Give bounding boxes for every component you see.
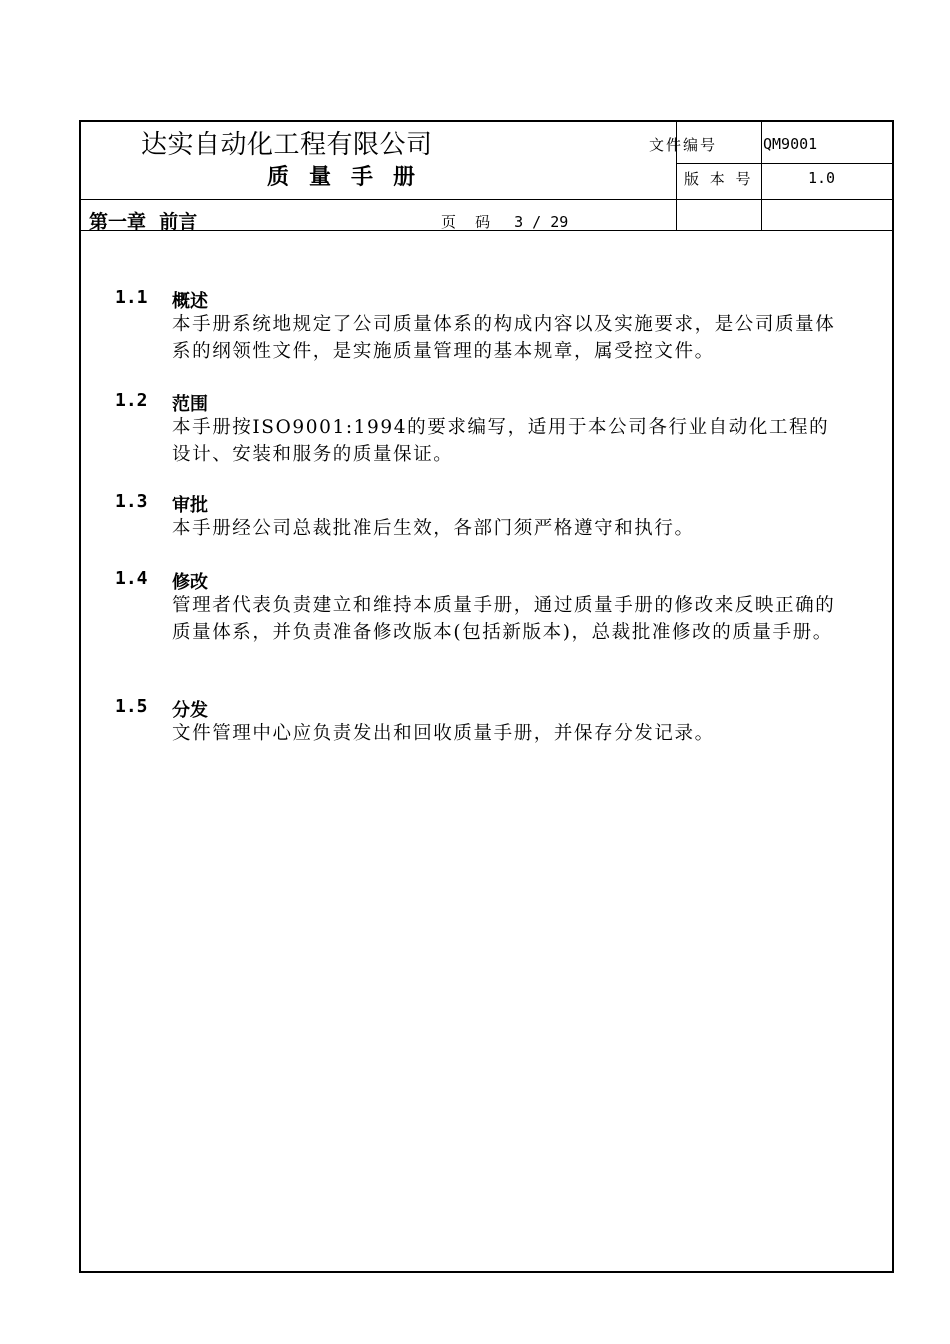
section-title: 范围	[172, 394, 208, 415]
manual-title: 质量手册	[267, 164, 436, 190]
section-number: 1.5	[115, 696, 148, 717]
section-body: 管理者代表负责建立和维持本质量手册，通过质量手册的修改来反映正确的质量体系，并负责准备修改版本(包括新版本)，总裁批准修改的质量手册。	[172, 595, 836, 643]
header-divider	[81, 199, 894, 200]
section-number: 1.2	[115, 390, 148, 411]
header-divider	[761, 122, 762, 230]
section-title: 修改	[172, 572, 208, 593]
section-title: 分发	[172, 700, 208, 721]
section-body: 文件管理中心应负责发出和回收质量手册，并保存分发记录。	[172, 723, 715, 744]
section-number: 1.3	[115, 491, 148, 512]
page-value: 3 / 29	[514, 213, 569, 231]
section-number: 1.4	[115, 568, 148, 589]
page-number	[441, 211, 568, 232]
version-value: 1.0	[808, 169, 836, 187]
section-body: 本手册经公司总裁批准后生效，各部门须严格遵守和执行。	[172, 518, 695, 539]
section-title: 概述	[172, 291, 208, 312]
section-body: 本手册系统地规定了公司质量体系的构成内容以及实施要求，是公司质量体系的纲领性文件，是实施质量管理的基本规章，属受控文件。	[172, 314, 836, 362]
section-title: 审批	[172, 495, 208, 516]
section-body: 本手册按ISO9001:1994的要求编写，适用于本公司各行业自动化工程的设计、安装和服务的质量保证。	[172, 417, 830, 465]
section-number: 1.1	[115, 287, 148, 308]
doc-number-label: 文件编号	[649, 136, 718, 154]
doc-number-value: QM9001	[763, 135, 818, 153]
version-label: 版 本 号	[684, 170, 754, 188]
company-name: 达实自动化工程有限公司	[141, 130, 433, 160]
header-divider	[676, 163, 894, 164]
chapter-title: 第一章 前言	[89, 211, 198, 233]
page-label: 页 码	[441, 213, 491, 231]
